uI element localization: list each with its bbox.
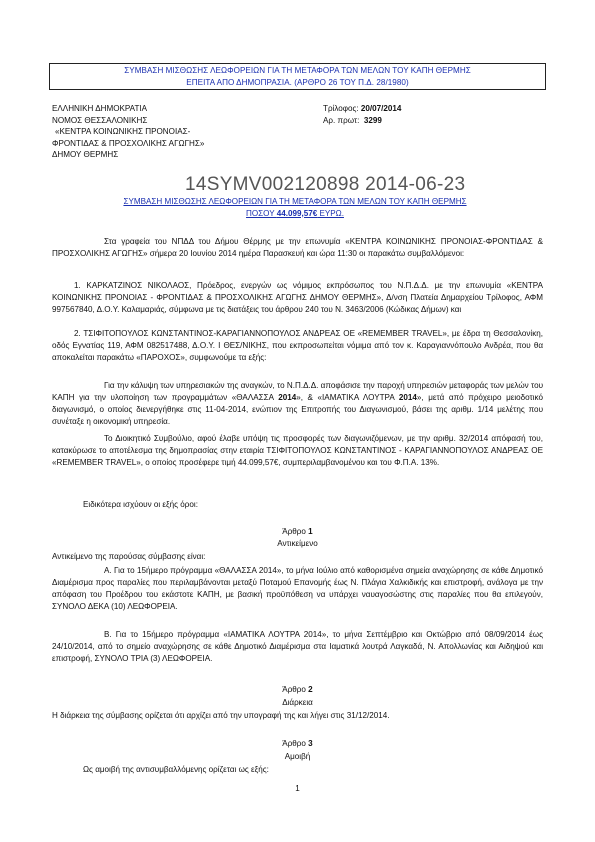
article-number: 1	[308, 527, 313, 536]
ada-stamp-code: 14SYMV002120898 2014-06-23	[185, 174, 466, 195]
party-2-paragraph: 2. ΤΣΙΦΙΤΟΠΟΥΛΟΣ ΚΩΝΣΤΑΝΤΙΝΟΣ-ΚΑΡΑΓΙΑΝΝΟΠΟΥΛΟΣ ΑΝΔΡΕΑΣ ΟΕ «REMEMBER TRAVEL», με έδρα τη Θεσσαλονίκη, οδός Εγνατίας 119, ΑΦΜ 082517488, Δ.Ο.Υ. Ι ΘΕΣ/ΝΙΚΗΣ, που εκπροσωπείται νόμιμα από τον κ. Καραγιαννόπουλο Ανδρέα, που θα αποκαλείται παρακάτω «ΠΑΡΟΧΟΣ», συμφωνούμε τα εξής:	[52, 329, 543, 362]
needs-text: », & «ΙΑΜΑΤΙΚΑ ΛΟΥΤΡΑ	[296, 392, 399, 402]
article-2-text: Η διάρκεια της σύμβασης ορίζεται ότι αρχίζει από την υπογραφή της και λήγει στις 31/12/2014.	[52, 711, 390, 720]
date-label: Τρίλοφος:	[323, 104, 359, 113]
date-value: 20/07/2014	[360, 104, 402, 113]
document-meta	[323, 103, 523, 126]
issuing-authority	[52, 103, 292, 161]
article-label: Άρθρο	[282, 685, 309, 694]
article-label: Άρθρο	[282, 527, 309, 536]
subtitle-line1: ΣΥΜΒΑΣΗ ΜΙΣΘΩΣΗΣ ΛΕΩΦΟΡΕΙΩΝ ΓΙΑ ΤΗ ΜΕΤΑΦΟΡΑ ΤΩΝ ΜΕΛΩΝ ΤΟΥ ΚΑΠΗ ΘΕΡΜΗΣ	[123, 197, 467, 206]
needs-paragraph	[52, 380, 543, 428]
authority-line: ΕΛΛΗΝΙΚΗ ΔΗΜΟΚΡΑΤΙΑ	[52, 104, 148, 113]
article-label: Άρθρο	[282, 739, 309, 748]
board-decision-paragraph: Το Διοικητικό Συμβούλιο, αφού έλαβε υπόψη τις προσφορές των διαγωνιζόμενων, με την αριθμ. 32/2014 απόφασή του, κατακύρωσε το αποτέλεσμα της δημοπρασίας στην εταιρία ΤΣΙΦΙΤΟΠΟΥΛΟΣ ΚΩΝΣΤΑΝΤΙΝΟΣ - ΚΑΡΑΓΙΑΝΝΟΠΟΥΛΟΣ ΑΝΔΡΕΑΣ ΟΕ «REMEMBER TRAVEL», ο οποίος προσέφερε τιμή 44.099,57€, συμπεριλαμβανομένου και του Φ.Π.Α. 13%.	[52, 434, 543, 467]
article-1-clause-a: Α. Για το 15ήμερο πρόγραμμα «ΘΑΛΑΣΣΑ 2014», το μήνα Ιούλιο από καθορισμένα σημεία αναχώρησης σε κάθε Δημοτικό Διαμέρισμα προς παραλίες που περιλαμβάνονται μεταξύ Ποταμού Επανομής έως Ν. Πλάγια Χαλκιδικής και επιστροφή, ανάλογα με την απόφαση του Προέδρου του εκάστοτε ΚΑΠΗ, με βασική προϋπόθεση να υπάρχει ναυαγοσώστης στις παραλίες που θα επιλεγούν, ΣΥΝΟΛΟ ΔΕΚΑ (10) ΛΕΩΦΟΡΕΙΑ.	[52, 566, 543, 611]
article-1-clause-b: Β. Για το 15ήμερο πρόγραμμα «ΙΑΜΑΤΙΚΑ ΛΟΥΤΡΑ 2014», το μήνα Σεπτέμβριο και Οκτώβριο από 08/09/2014 έως 24/10/2014, από το σημείο αναχώρησης σε κάθε Δημοτικό Διαμέρισμα στα Ιαματικά λουτρά Λαγκαδά, Ν. Απολλωνίας και Αιδηψού και επιστροφή, ΣΥΝΟΛΟ ΤΡΙΑ (3) ΛΕΩΦΟΡΕΙΑ.	[52, 630, 543, 663]
party-1-paragraph: 1. ΚΑΡΚΑΤΖΙΝΟΣ ΝΙΚΟΛΑΟΣ, Πρόεδρος, ενεργών ως νόμιμος εκπρόσωπος του Ν.Π.Δ.Δ. με την επωνυμία «ΚΕΝΤΡΑ ΚΟΙΝΩΝΙΚΗΣ ΠΡΟΝΟΙΑΣ - ΦΡΟΝΤΙΔΑΣ & ΠΡΟΣΧΟΛΙΚΗΣ ΑΓΩΓΗΣ ΔΗΜΟΥ ΘΕΡΜΗΣ», Δ/νση Πλατεία Δημαρχείου Τρίλοφος, ΑΦΜ 997567840, Δ.Ο.Υ. Καλαμαριάς, σύμφωνα με τις διατάξεις του άρθρου 240 του Ν. 3463/2006 (Κώδικας Δήμων) και	[52, 281, 543, 314]
needs-year: 2014	[278, 392, 297, 402]
subtitle-line2	[100, 208, 490, 220]
needs-year: 2014	[398, 392, 417, 402]
needs-text: Για την κάλυψη των υπηρεσιακών της αναγκών, το Ν.Π.Δ.Δ. αποφάσισε την παροχή υπηρεσιών μεταφοράς των μελών του ΚΑΠΗ για την υλοποίηση των προγραμμάτων «ΘΑΛΑΣΣΑ	[52, 381, 543, 402]
article-1-heading	[52, 526, 543, 538]
protocol-line	[323, 115, 523, 127]
article-2-title: Διάρκεια	[282, 698, 313, 707]
contract-amount: 44.099,57€	[276, 208, 318, 218]
page-number: 1	[295, 784, 300, 793]
contract-subtitle	[100, 196, 490, 219]
article-1-lead: Αντικείμενο της παρούσας σύμβασης είναι:	[52, 552, 206, 561]
subtitle-suffix: ΕΥΡΩ.	[317, 208, 344, 218]
protocol-value: 3299	[363, 115, 382, 125]
article-2-heading	[52, 684, 543, 696]
document-title-box	[49, 63, 546, 90]
article-number: 2	[308, 685, 313, 694]
needs-text: », μετά από πρόχειρο μειοδοτικό διαγωνισμό, ο οποίος διενεργήθηκε στις 11-04-2014, ενώπιον της Επιτροπής του Διαγωνισμού, βάσει της αριθμ. 1/14 μελέτης που συνέταξε η οικονομική υπηρεσία.	[52, 392, 543, 426]
authority-line: ΔΗΜΟΥ ΘΕΡΜΗΣ	[52, 150, 119, 159]
authority-line: ΝΟΜΟΣ ΘΕΣΣΑΛΟΝΙΚΗΣ	[52, 115, 148, 125]
document-title-line1: ΣΥΜΒΑΣΗ ΜΙΣΘΩΣΗΣ ΛΕΩΦΟΡΕΙΩΝ ΓΙΑ ΤΗ ΜΕΤΑΦΟΡΑ ΤΩΝ ΜΕΛΩΝ ΤΟΥ ΚΑΠΗ ΘΕΡΜΗΣ	[124, 66, 471, 75]
article-3-title: Αμοιβή	[284, 752, 311, 761]
subtitle-prefix: ΠΟΣΟΥ	[246, 208, 277, 218]
date-line	[323, 103, 523, 115]
document-title-line2: ΕΠΕΙΤΑ ΑΠΟ ΔΗΜΟΠΡΑΣΙΑ. (ΑΡΘΡΟ 26 ΤΟΥ Π.Δ. 28/1980)	[186, 77, 409, 87]
intro-paragraph: Στα γραφεία του ΝΠΔΔ του Δήμου Θέρμης με την επωνυμία «ΚΕΝΤΡΑ ΚΟΙΝΩΝΙΚΗΣ ΠΡΟΝΟΙΑΣ-ΦΡΟΝΤΙΔΑΣ & ΠΡΟΣΧΟΛΙΚΗΣ ΑΓΩΓΗΣ» σήμερα 20 Ιουνίου 2014 ημέρα Παρασκευή και ώρα 11:30 οι παρακάτω συμβαλλόμενοι:	[52, 237, 543, 258]
article-3-text: Ως αμοιβή της αντισυμβαλλόμενης ορίζεται ως εξής:	[83, 765, 269, 774]
article-3-heading	[52, 738, 543, 750]
article-1-title: Αντικείμενο	[277, 539, 318, 548]
authority-line: «ΚΕΝΤΡΑ ΚΟΙΝΩΝΙΚΗΣ ΠΡΟΝΟΙΑΣ-	[55, 127, 191, 136]
article-number: 3	[308, 739, 313, 748]
protocol-label: Αρ. πρωτ:	[323, 115, 360, 125]
authority-line: ΦΡΟΝΤΙΔΑΣ & ΠΡΟΣΧΟΛΙΚΗΣ ΑΓΩΓΗΣ»	[52, 138, 205, 148]
terms-intro: Ειδικότερα ισχύουν οι εξής όροι:	[83, 500, 198, 509]
